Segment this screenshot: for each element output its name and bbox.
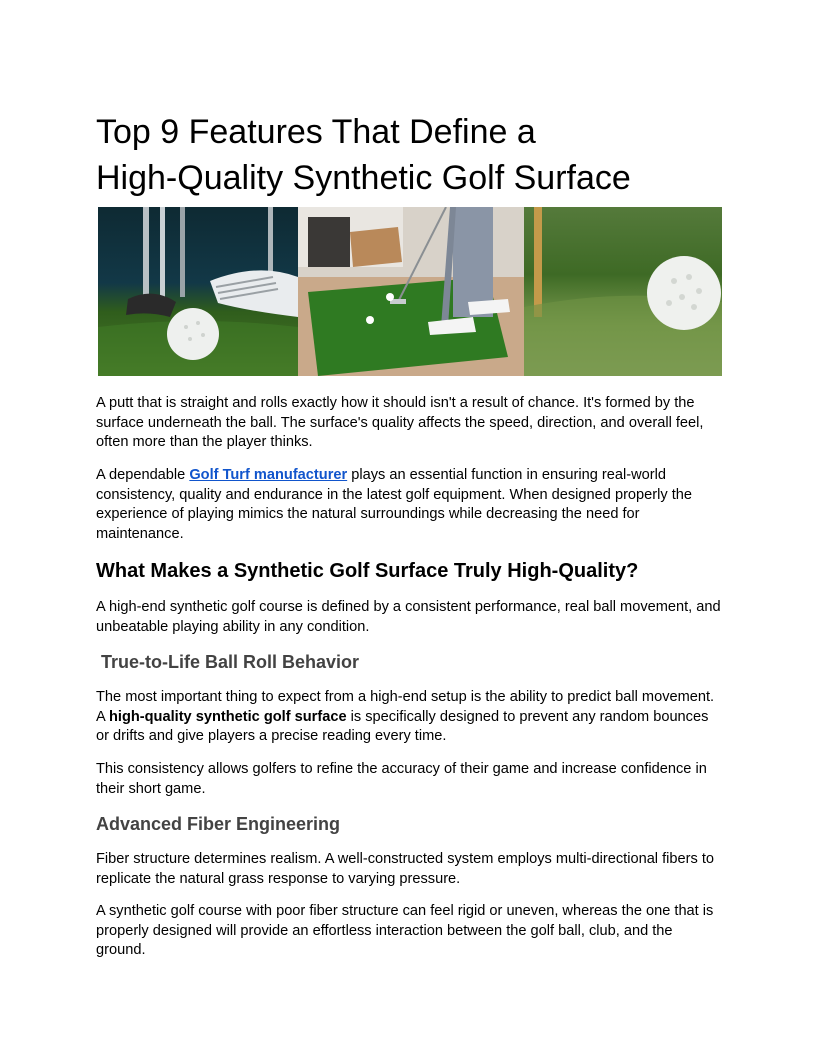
p4-after: is specifically designed to prevent any random bounces or drifts and give players a precise reading every time.: [96, 708, 709, 744]
paragraph-consistency: This consistency allows golfers to refine the accuracy of their game and increase confidence in their short game.: [96, 761, 707, 797]
paragraph-poor-fiber: A synthetic golf course with poor fiber structure can feel rigid or uneven, whereas the one that is properly designed will provide an effortless interaction between the golf ball, club, and the ground.: [96, 903, 714, 958]
subheading-fiber-engineering: Advanced Fiber Engineering: [96, 814, 341, 834]
golf-banner-image: [98, 207, 722, 376]
paragraph-definition: A high-end synthetic golf course is defined by a consistent performance, real ball movement, and unbeatable playing ability in any condition.: [96, 599, 721, 635]
paragraph-ball-movement: [96, 688, 722, 747]
title-line-1: Top 9 Features That Define a: [96, 113, 536, 151]
golf-turf-manufacturer-link[interactable]: Golf Turf manufacturer: [189, 467, 348, 483]
p4-bold-phrase: high-quality synthetic golf surface: [108, 708, 347, 725]
intro-p2-before: A dependable: [96, 467, 190, 483]
golf-club-and-ball-photo: [98, 207, 298, 376]
intro-p2-after: plays an essential function in ensuring real-world consistency, quality and endurance in the latest golf equipment. When designed properly the experience of playing mimics the natural surroundings while decreasing the need for maintenance.: [96, 467, 693, 542]
section-heading-high-quality: What Makes a Synthetic Golf Surface Truly High-Quality?: [96, 560, 639, 582]
paragraph-fiber-structure: Fiber structure determines realism. A well-constructed system employs multi-directional fibers to replicate the natural grass response to varying pressure.: [96, 851, 715, 887]
putting-mat-photo: [298, 207, 524, 376]
p4-before: The most important thing to expect from a high-end setup is the ability to predict ball movement. A: [96, 689, 715, 725]
ball-on-turf-photo: [524, 207, 722, 376]
subheading-ball-roll: True-to-Life Ball Roll Behavior: [101, 652, 360, 672]
intro-paragraph-1: A putt that is straight and rolls exactly how it should isn't a result of chance. It's formed by the surface underneath the ball. The surface's quality affects the speed, direction, and overall feel, often more than the player thinks.: [96, 395, 704, 450]
document-title: [96, 109, 736, 201]
title-line-2: High-Quality Synthetic Golf Surface: [96, 159, 631, 197]
intro-paragraph-2: [96, 466, 722, 544]
